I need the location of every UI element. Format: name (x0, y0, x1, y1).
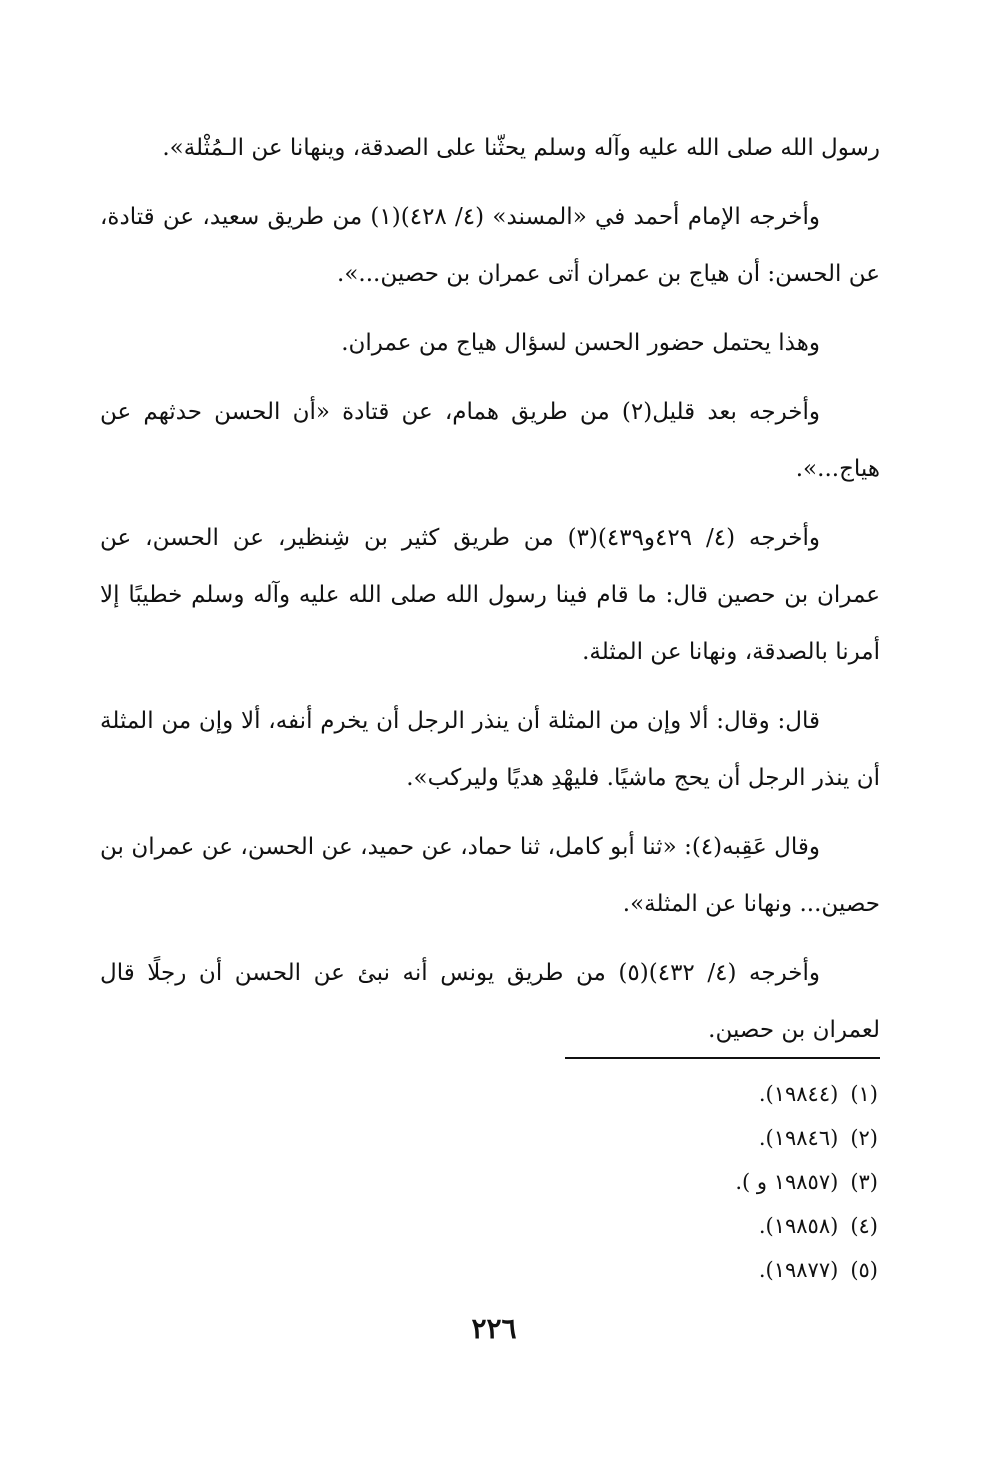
footnote-item (578, 1116, 878, 1160)
footnote-item (578, 1204, 878, 1248)
paragraph-4: وأخرجه بعد قليل(٢) من طريق همام، عن قتادة «أن الحسن حدثهم عن هياج...». (100, 399, 880, 482)
footnote-item (578, 1072, 878, 1116)
footnote-divider (565, 1057, 880, 1059)
footnote-text: (١٩٨٥٨). (758, 1214, 839, 1238)
paragraph-2: وأخرجه الإمام أحمد في «المسند» (٤/ ٤٢٨)(١) من طريق سعيد، عن قتادة، عن الحسن: أن هياج بن عمران أتى عمران بن حصين...». (100, 204, 880, 287)
paragraph-3: وهذا يحتمل حضور الحسن لسؤال هياج من عمران. (341, 330, 820, 356)
paragraph-8: وأخرجه (٤/ ٤٣٢)(٥) من طريق يونس أنه نبئ عن الحسن أن رجلًا قال لعمران بن حصين. (100, 960, 880, 1043)
footnote-number: (٢) (850, 1126, 878, 1150)
footnote-text: (١٩٨٥٧ و ). (735, 1170, 839, 1194)
page-number: ٢٢٦ (471, 1312, 517, 1345)
footnote-number: (٣) (850, 1170, 878, 1194)
footnote-text: (١٩٨٤٦). (758, 1126, 839, 1150)
footnote-text: (١٩٨٧٧). (758, 1258, 839, 1282)
footnotes-list (578, 1072, 878, 1292)
main-text (100, 120, 880, 1071)
paragraph-5: وأخرجه (٤/ ٤٢٩و٤٣٩)(٣) من طريق كثير بن شِنظير، عن الحسن، عن عمران بن حصين قال: ما قام فينا رسول الله صلى الله عليه وآله وسلم خطيبًا إلا أمرنا بالصدقة، ونهانا عن المثلة. (100, 525, 880, 665)
footnote-number: (٤) (850, 1214, 878, 1238)
paragraph-7: وقال عَقِبه(٤): «ثنا أبو كامل، ثنا حماد، عن حميد، عن الحسن، عن عمران بن حصين... ونهانا عن المثلة». (100, 834, 880, 917)
footnote-number: (١) (850, 1082, 878, 1106)
footnote-item (578, 1160, 878, 1204)
footnote-item (578, 1248, 878, 1292)
paragraph-1: رسول الله صلى الله عليه وآله وسلم يحثّنا على الصدقة، وينهانا عن الـمُثْلة». (162, 135, 880, 161)
footnote-number: (٥) (850, 1258, 878, 1282)
paragraph-6: قال: وقال: ألا وإن من المثلة أن ينذر الرجل أن يخرم أنفه، ألا وإن من المثلة أن ينذر الرجل أن يحج ماشيًا. فليهْدِ هديًا وليركب». (100, 708, 880, 791)
footnote-text: (١٩٨٤٤). (758, 1082, 839, 1106)
